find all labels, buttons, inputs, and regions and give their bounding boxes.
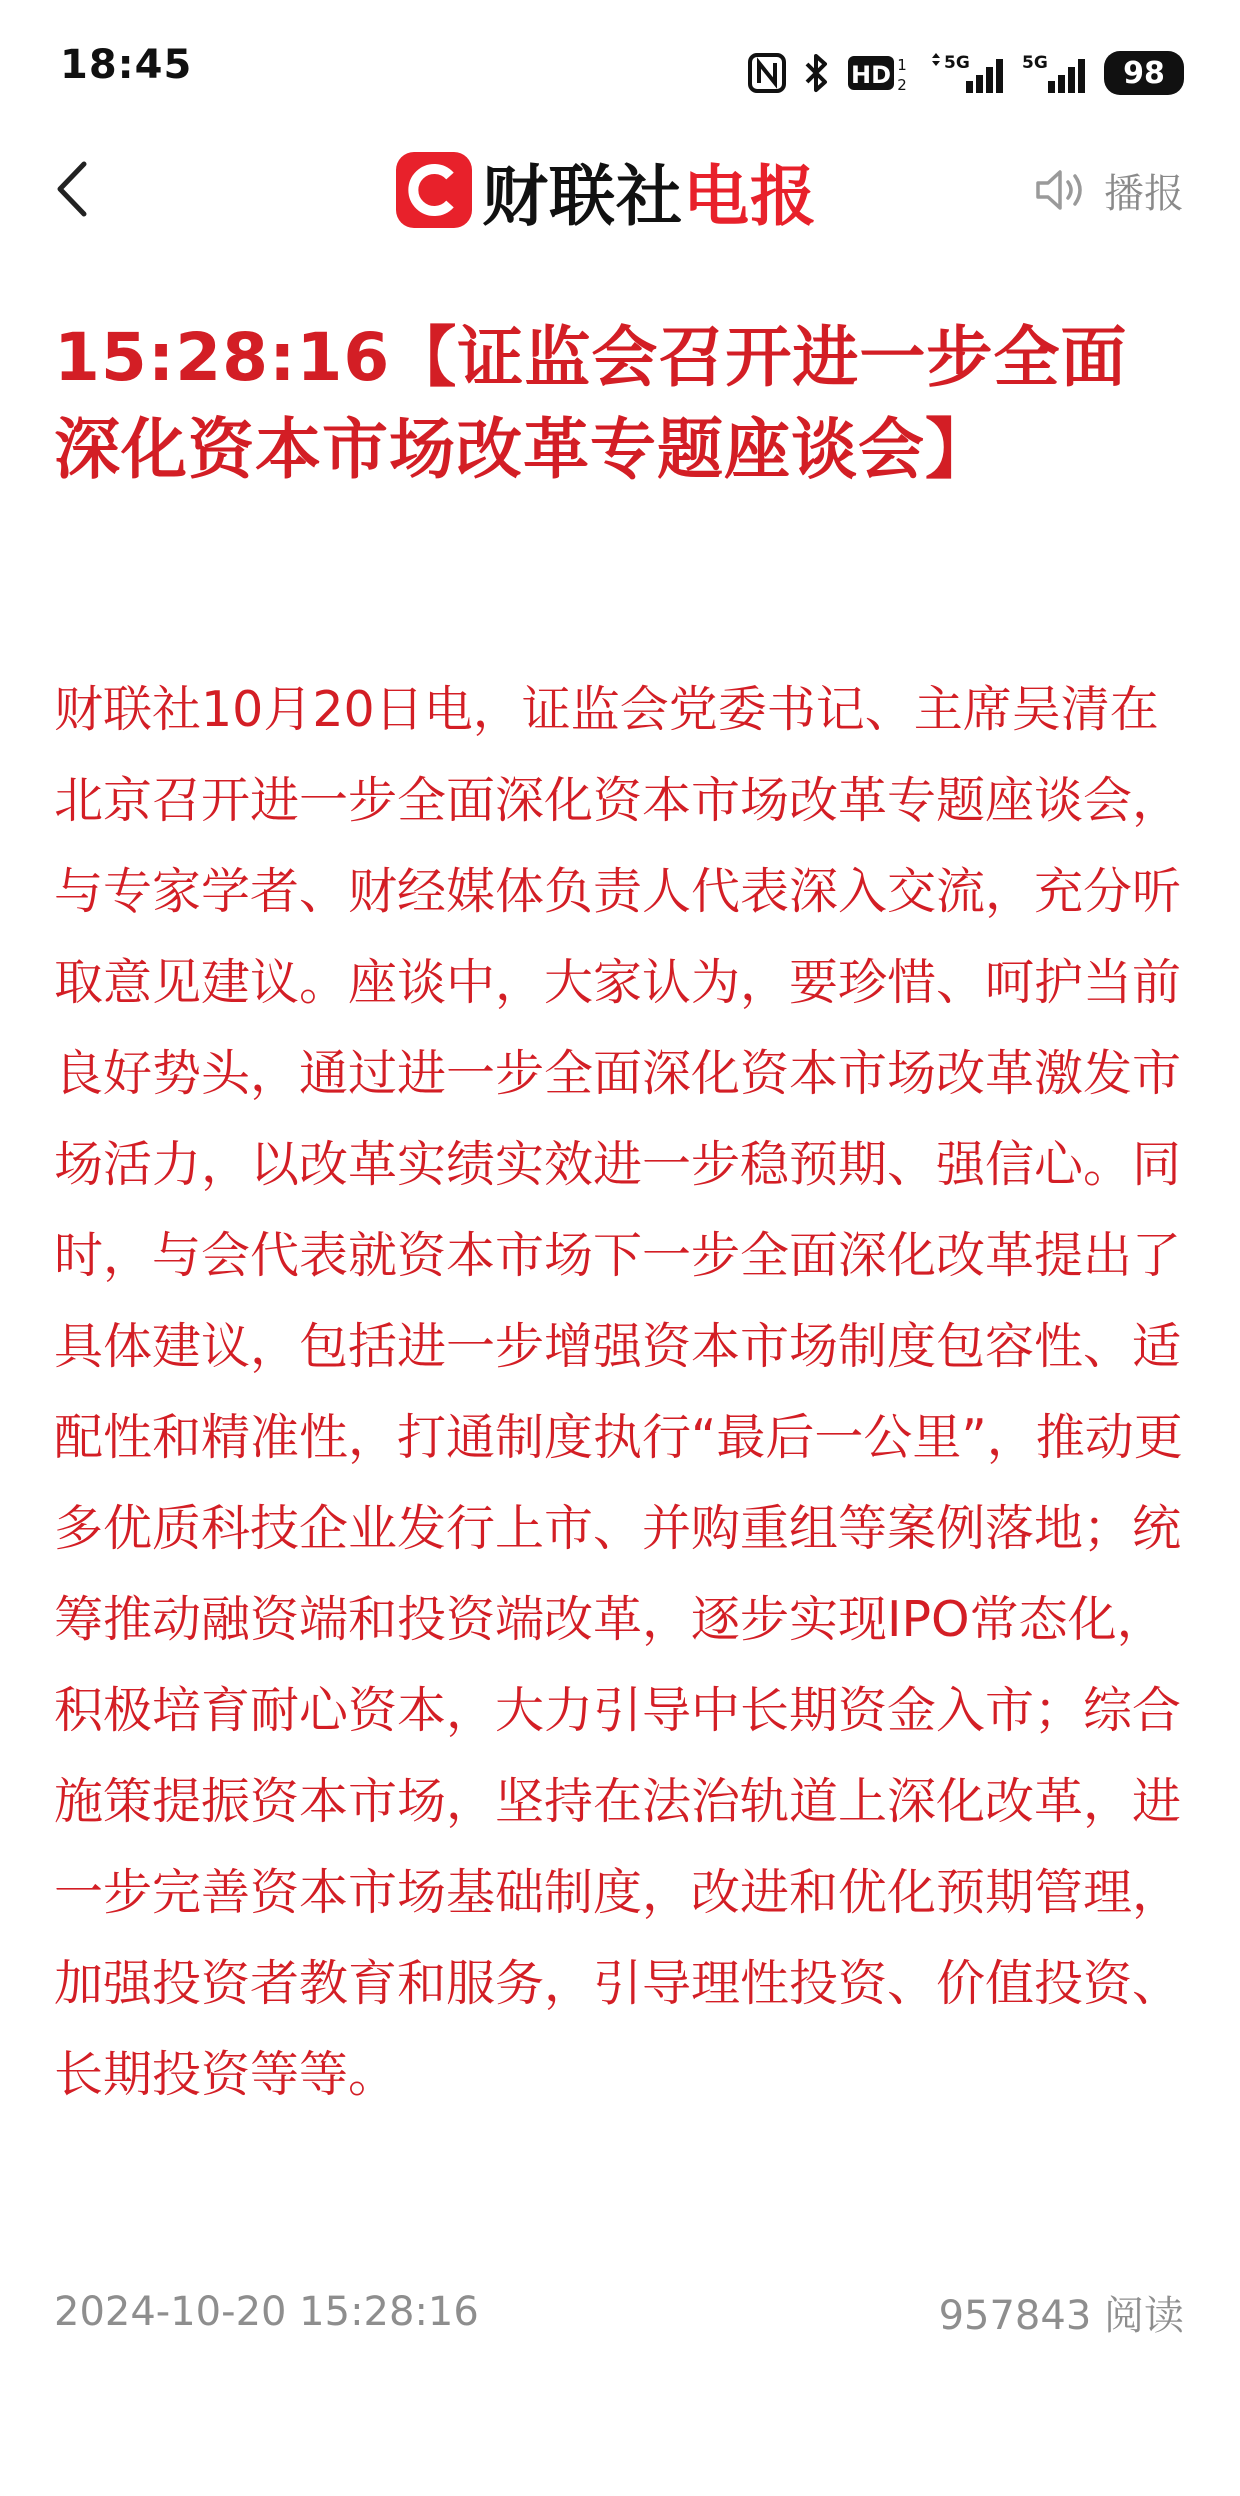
broadcast-label: 播报 [1104,170,1184,217]
battery-level: 98 [1123,55,1165,91]
bluetooth-icon [804,52,830,94]
logo-text-black: 财联社 [482,157,683,235]
signal-icon [1022,51,1086,95]
logo-text [482,143,817,238]
speaker-icon [1034,166,1090,214]
nav-bar [0,130,1240,250]
chevron-left-icon [44,154,104,224]
svg-text:HD: HD [850,61,892,89]
svg-text:5G: 5G [944,53,970,73]
battery-icon [1104,51,1184,95]
broadcast-button[interactable] [1034,160,1184,220]
article-timestamp: 2024-10-20 15:28:16 [54,2289,479,2335]
svg-text:5G: 5G [1022,53,1048,73]
status-icons [748,48,1184,98]
hd-voice-icon [848,52,912,94]
logo-c-icon [406,162,462,218]
read-count: 957843 阅读 [938,2292,1184,2339]
status-bar [0,0,1240,150]
article-headline: 15:28:16【证监会召开进一步全面深化资本市场改革专题座谈会】 [54,319,1128,488]
svg-text:1: 1 [897,56,907,74]
article-body: 财联社10月20日电，证监会党委书记、主席吴清在北京召开进一步全面深化资本市场改革专题座谈会，与专家学者、财经媒体负责人代表深入交流，充分听取意见建议。座谈中，大家认为，要珍惜、呵护当前良好势头，通过进一步全面深化资本市场改革激发市场活力，以改革实绩实效进一步稳预期、强信心。同时，与会代表就资本市场下一步全面深化改革提出了具体建议，包括进一步增强资本市场制度包容性、适配性和精准性，打通制度执行“最后一公里”，推动更多优质科技企业发行上市、并购重组等案例落地；统筹推动融资端和投资端改革，逐步实现IPO常态化，积极培育耐心资本，大力引导中长期资金入市；综合施策提振资本市场，坚持在法治轨道上深化改革，进一步完善资本市场基础制度，改进和优化预期管理，加强投资者教育和服务，引导理性投资、价值投资、长期投资等等。 [54,681,1183,2103]
signal-icon [930,51,1004,95]
back-button[interactable] [44,154,104,224]
svg-text:2: 2 [897,76,907,94]
article-meta [54,2282,1184,2342]
status-time: 18:45 [60,42,193,88]
app-logo [396,148,817,235]
nfc-icon [748,53,786,93]
logo-text-red: 电报 [683,157,817,235]
logo-mark [396,152,472,228]
